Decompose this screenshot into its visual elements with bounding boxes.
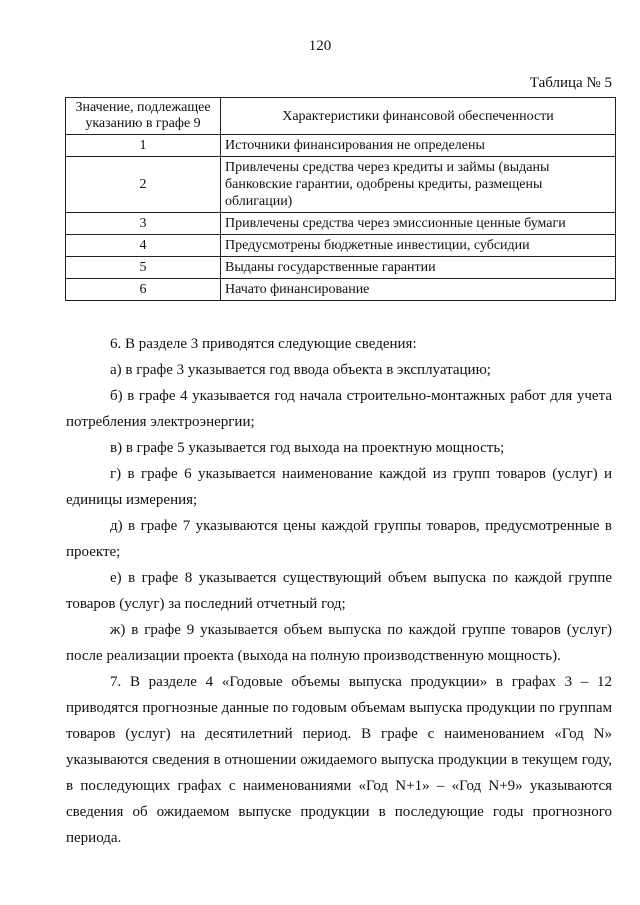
table-row: [66, 157, 616, 213]
table-cell-text: Начато финансирование: [221, 279, 616, 301]
table-caption: Таблица № 5: [529, 75, 612, 91]
body-text: [66, 331, 612, 851]
table-header-value: Значение, подлежащее указанию в графе 9: [66, 98, 221, 135]
paragraph-item-e: е) в графе 8 указывается существующий объем выпуска по каждой группе товаров (услуг) за последний отчетный год;: [66, 570, 612, 612]
page-number: 120: [308, 38, 332, 54]
table-cell-value: 3: [66, 213, 221, 235]
paragraph-section-3-intro: 6. В разделе 3 приводятся следующие сведения:: [110, 336, 417, 352]
table-cell-value: 5: [66, 257, 221, 279]
paragraph-item-zh: ж) в графе 9 указывается объем выпуска по каждой группе товаров (услуг) после реализации проекта (выхода на полную производственную мощность).: [66, 622, 612, 664]
table-cell-text: Источники финансирования не определены: [221, 135, 616, 157]
table-row: [66, 135, 616, 157]
table-cell-value: 1: [66, 135, 221, 157]
table-cell-text: Выданы государственные гарантии: [221, 257, 616, 279]
table-cell-text: Предусмотрены бюджетные инвестиции, субсидии: [221, 235, 616, 257]
table-row: [66, 213, 616, 235]
paragraph-item-b: б) в графе 4 указывается год начала строительно-монтажных работ для учета потребления электроэнергии;: [66, 388, 612, 430]
table-cell-text: Привлечены средства через эмиссионные ценные бумаги: [221, 213, 616, 235]
paragraph-item-d: д) в графе 7 указываются цены каждой группы товаров, предусмотренные в проекте;: [66, 518, 612, 560]
paragraph-item-a: а) в графе 3 указывается год ввода объекта в эксплуатацию;: [110, 362, 491, 378]
table-cell-text: Привлечены средства через кредиты и займы (выданы банковские гарантии, одобрены кредиты, размещены облигации): [221, 157, 616, 213]
financial-provision-table: [65, 97, 616, 301]
table-header-characteristics: Характеристики финансовой обеспеченности: [221, 98, 616, 135]
paragraph-item-v: в) в графе 5 указывается год выхода на проектную мощность;: [110, 440, 505, 456]
table-row: [66, 257, 616, 279]
table-header-row: [66, 98, 616, 135]
paragraph-section-4: 7. В разделе 4 «Годовые объемы выпуска продукции» в графах 3 – 12 приводятся прогнозные данные по годовым объемам выпуска продукции по группам товаров (услуг) на десятилетний период. В графе с наименованием «Год N» указываются сведения в отношении ожидаемого выпуска продукции в текущем году, в последующих графах с наименованиями «Год N+1» – «Год N+9» указываются сведения об ожидаемом выпуске продукции в последующие годы прогнозного периода.: [66, 674, 612, 846]
paragraph-item-g: г) в графе 6 указывается наименование каждой из групп товаров (услуг) и единицы измерения;: [66, 466, 612, 508]
table-row: [66, 235, 616, 257]
table-cell-value: 6: [66, 279, 221, 301]
table-row: [66, 279, 616, 301]
table-cell-value: 4: [66, 235, 221, 257]
table-cell-value: 2: [66, 157, 221, 213]
